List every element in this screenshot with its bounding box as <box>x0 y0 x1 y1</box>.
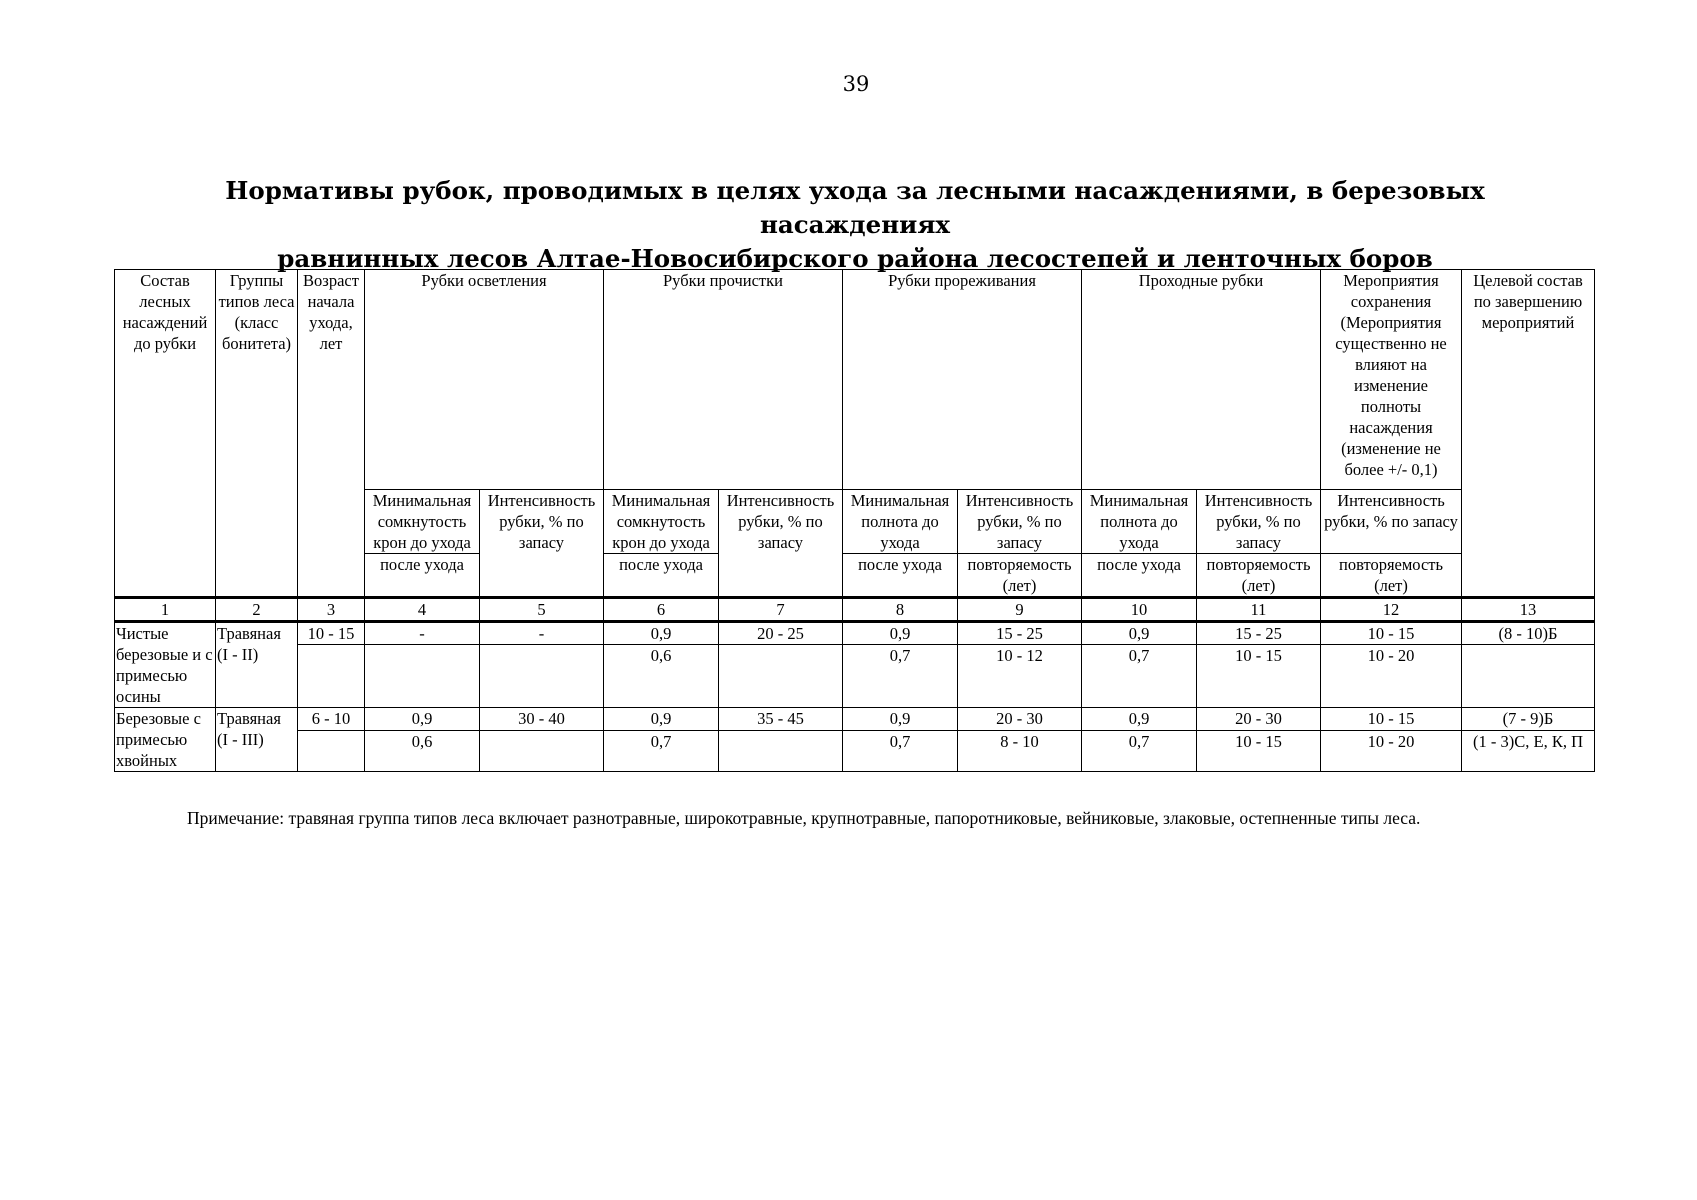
table-cell: (7 - 9)Б <box>1462 708 1595 731</box>
header-intensity: Интенсивность рубки, % по запасу <box>1321 490 1462 554</box>
table-cell: 0,9 <box>604 622 719 645</box>
header-forest-group: Группы типов леса (класс бонитета) <box>216 270 298 598</box>
column-number: 5 <box>480 598 604 622</box>
column-number: 3 <box>298 598 365 622</box>
table-cell: 0,7 <box>843 731 958 772</box>
column-number: 13 <box>1462 598 1595 622</box>
table-cell: 0,9 <box>843 708 958 731</box>
row-start-age: 10 - 15 <box>298 622 365 645</box>
table-cell <box>298 645 365 708</box>
table-cell: 0,6 <box>604 645 719 708</box>
table-cell: 35 - 45 <box>719 708 843 731</box>
table-cell <box>365 645 480 708</box>
table-cell <box>1462 645 1595 708</box>
header-intensity: Интенсивность рубки, % по запасу <box>958 490 1082 554</box>
header-after-care: после ухода <box>604 554 719 598</box>
table-cell <box>298 731 365 772</box>
table-cell: 0,9 <box>365 708 480 731</box>
column-number: 2 <box>216 598 298 622</box>
table-cell: 10 - 12 <box>958 645 1082 708</box>
table-cell: 20 - 30 <box>958 708 1082 731</box>
table-cell: 30 - 40 <box>480 708 604 731</box>
table-cell: 10 - 20 <box>1321 731 1462 772</box>
table-cell: 10 - 15 <box>1197 731 1321 772</box>
row-start-age: 6 - 10 <box>298 708 365 731</box>
header-thinning-cutting: Рубки прореживания <box>843 270 1082 490</box>
table-cell <box>480 731 604 772</box>
page-number: 39 <box>842 72 870 96</box>
table-cell: 0,9 <box>843 622 958 645</box>
row-forest-group: Травяная (I - II) <box>216 622 298 708</box>
table-cell: 0,6 <box>365 731 480 772</box>
table-cell <box>480 645 604 708</box>
header-composition: Состав лесных насаждений до рубки <box>115 270 216 598</box>
table-cell <box>719 645 843 708</box>
column-number: 12 <box>1321 598 1462 622</box>
table-cell: 10 - 15 <box>1321 708 1462 731</box>
table-cell: - <box>480 622 604 645</box>
header-passage-cutting: Проходные рубки <box>1082 270 1321 490</box>
header-min-density: Минимальная полнота до ухода <box>843 490 958 554</box>
header-repeat: повторяемость (лет) <box>1321 554 1462 598</box>
column-number: 8 <box>843 598 958 622</box>
document-title <box>180 174 1530 276</box>
header-min-closure: Минимальная сомкнутость крон до ухода <box>604 490 719 554</box>
column-number: 7 <box>719 598 843 622</box>
column-number: 10 <box>1082 598 1197 622</box>
table-cell: 10 - 15 <box>1321 622 1462 645</box>
column-number: 11 <box>1197 598 1321 622</box>
title-line-2: равнинных лесов Алтае-Новосибирского района лесостепей и ленточных боров <box>277 244 1433 273</box>
table-cell: 20 - 25 <box>719 622 843 645</box>
column-number: 1 <box>115 598 216 622</box>
table-cell: 10 - 15 <box>1197 645 1321 708</box>
header-cleaning-cutting: Рубки прочистки <box>604 270 843 490</box>
table-note: Примечание: травяная группа типов леса включает разнотравные, широкотравные, крупнотравные, папоротниковые, вейниковые, злаковые, остепненные типы леса. <box>187 808 1421 828</box>
column-number: 6 <box>604 598 719 622</box>
row-forest-group: Травяная (I - III) <box>216 708 298 772</box>
table-cell: 0,7 <box>604 731 719 772</box>
header-start-age: Возраст начала ухода, лет <box>298 270 365 598</box>
header-after-care: после ухода <box>1082 554 1197 598</box>
table-cell: (1 - 3)С, Е, К, П <box>1462 731 1595 772</box>
header-intensity: Интенсивность рубки, % по запасу <box>480 490 604 598</box>
header-target-composition: Целевой состав по завершению мероприятий <box>1462 270 1595 598</box>
table-cell: 0,7 <box>1082 645 1197 708</box>
table-cell: (8 - 10)Б <box>1462 622 1595 645</box>
table-cell <box>719 731 843 772</box>
table-cell: 15 - 25 <box>958 622 1082 645</box>
norms-table <box>114 269 1595 772</box>
header-min-density: Минимальная полнота до ухода <box>1082 490 1197 554</box>
table-cell: 20 - 30 <box>1197 708 1321 731</box>
table-cell: 0,9 <box>604 708 719 731</box>
table-cell: 0,7 <box>843 645 958 708</box>
header-intensity: Интенсивность рубки, % по запасу <box>719 490 843 598</box>
table-cell: 0,9 <box>1082 708 1197 731</box>
table-cell: 10 - 20 <box>1321 645 1462 708</box>
header-repeat: повторяемость (лет) <box>958 554 1082 598</box>
header-after-care: после ухода <box>365 554 480 598</box>
column-number: 4 <box>365 598 480 622</box>
header-min-closure: Минимальная сомкнутость крон до ухода <box>365 490 480 554</box>
header-repeat: повторяемость (лет) <box>1197 554 1321 598</box>
header-clarification-cutting: Рубки осветления <box>365 270 604 490</box>
title-line-1: Нормативы рубок, проводимых в целях ухода за лесными насаждениями, в березовых насаждениях <box>225 176 1485 239</box>
column-number: 9 <box>958 598 1082 622</box>
header-preservation: Мероприятия сохранения (Мероприятия существенно не влияют на изменение полноты насаждения (изменение не более +/- 0,1) <box>1321 270 1462 490</box>
table-cell: 15 - 25 <box>1197 622 1321 645</box>
header-after-care: после ухода <box>843 554 958 598</box>
header-intensity: Интенсивность рубки, % по запасу <box>1197 490 1321 554</box>
table-cell: 0,9 <box>1082 622 1197 645</box>
table-cell: - <box>365 622 480 645</box>
table-cell: 8 - 10 <box>958 731 1082 772</box>
row-composition: Чистые березовые и с примесью осины <box>115 622 216 708</box>
row-composition: Березовые с примесью хвойных <box>115 708 216 772</box>
table-cell: 0,7 <box>1082 731 1197 772</box>
